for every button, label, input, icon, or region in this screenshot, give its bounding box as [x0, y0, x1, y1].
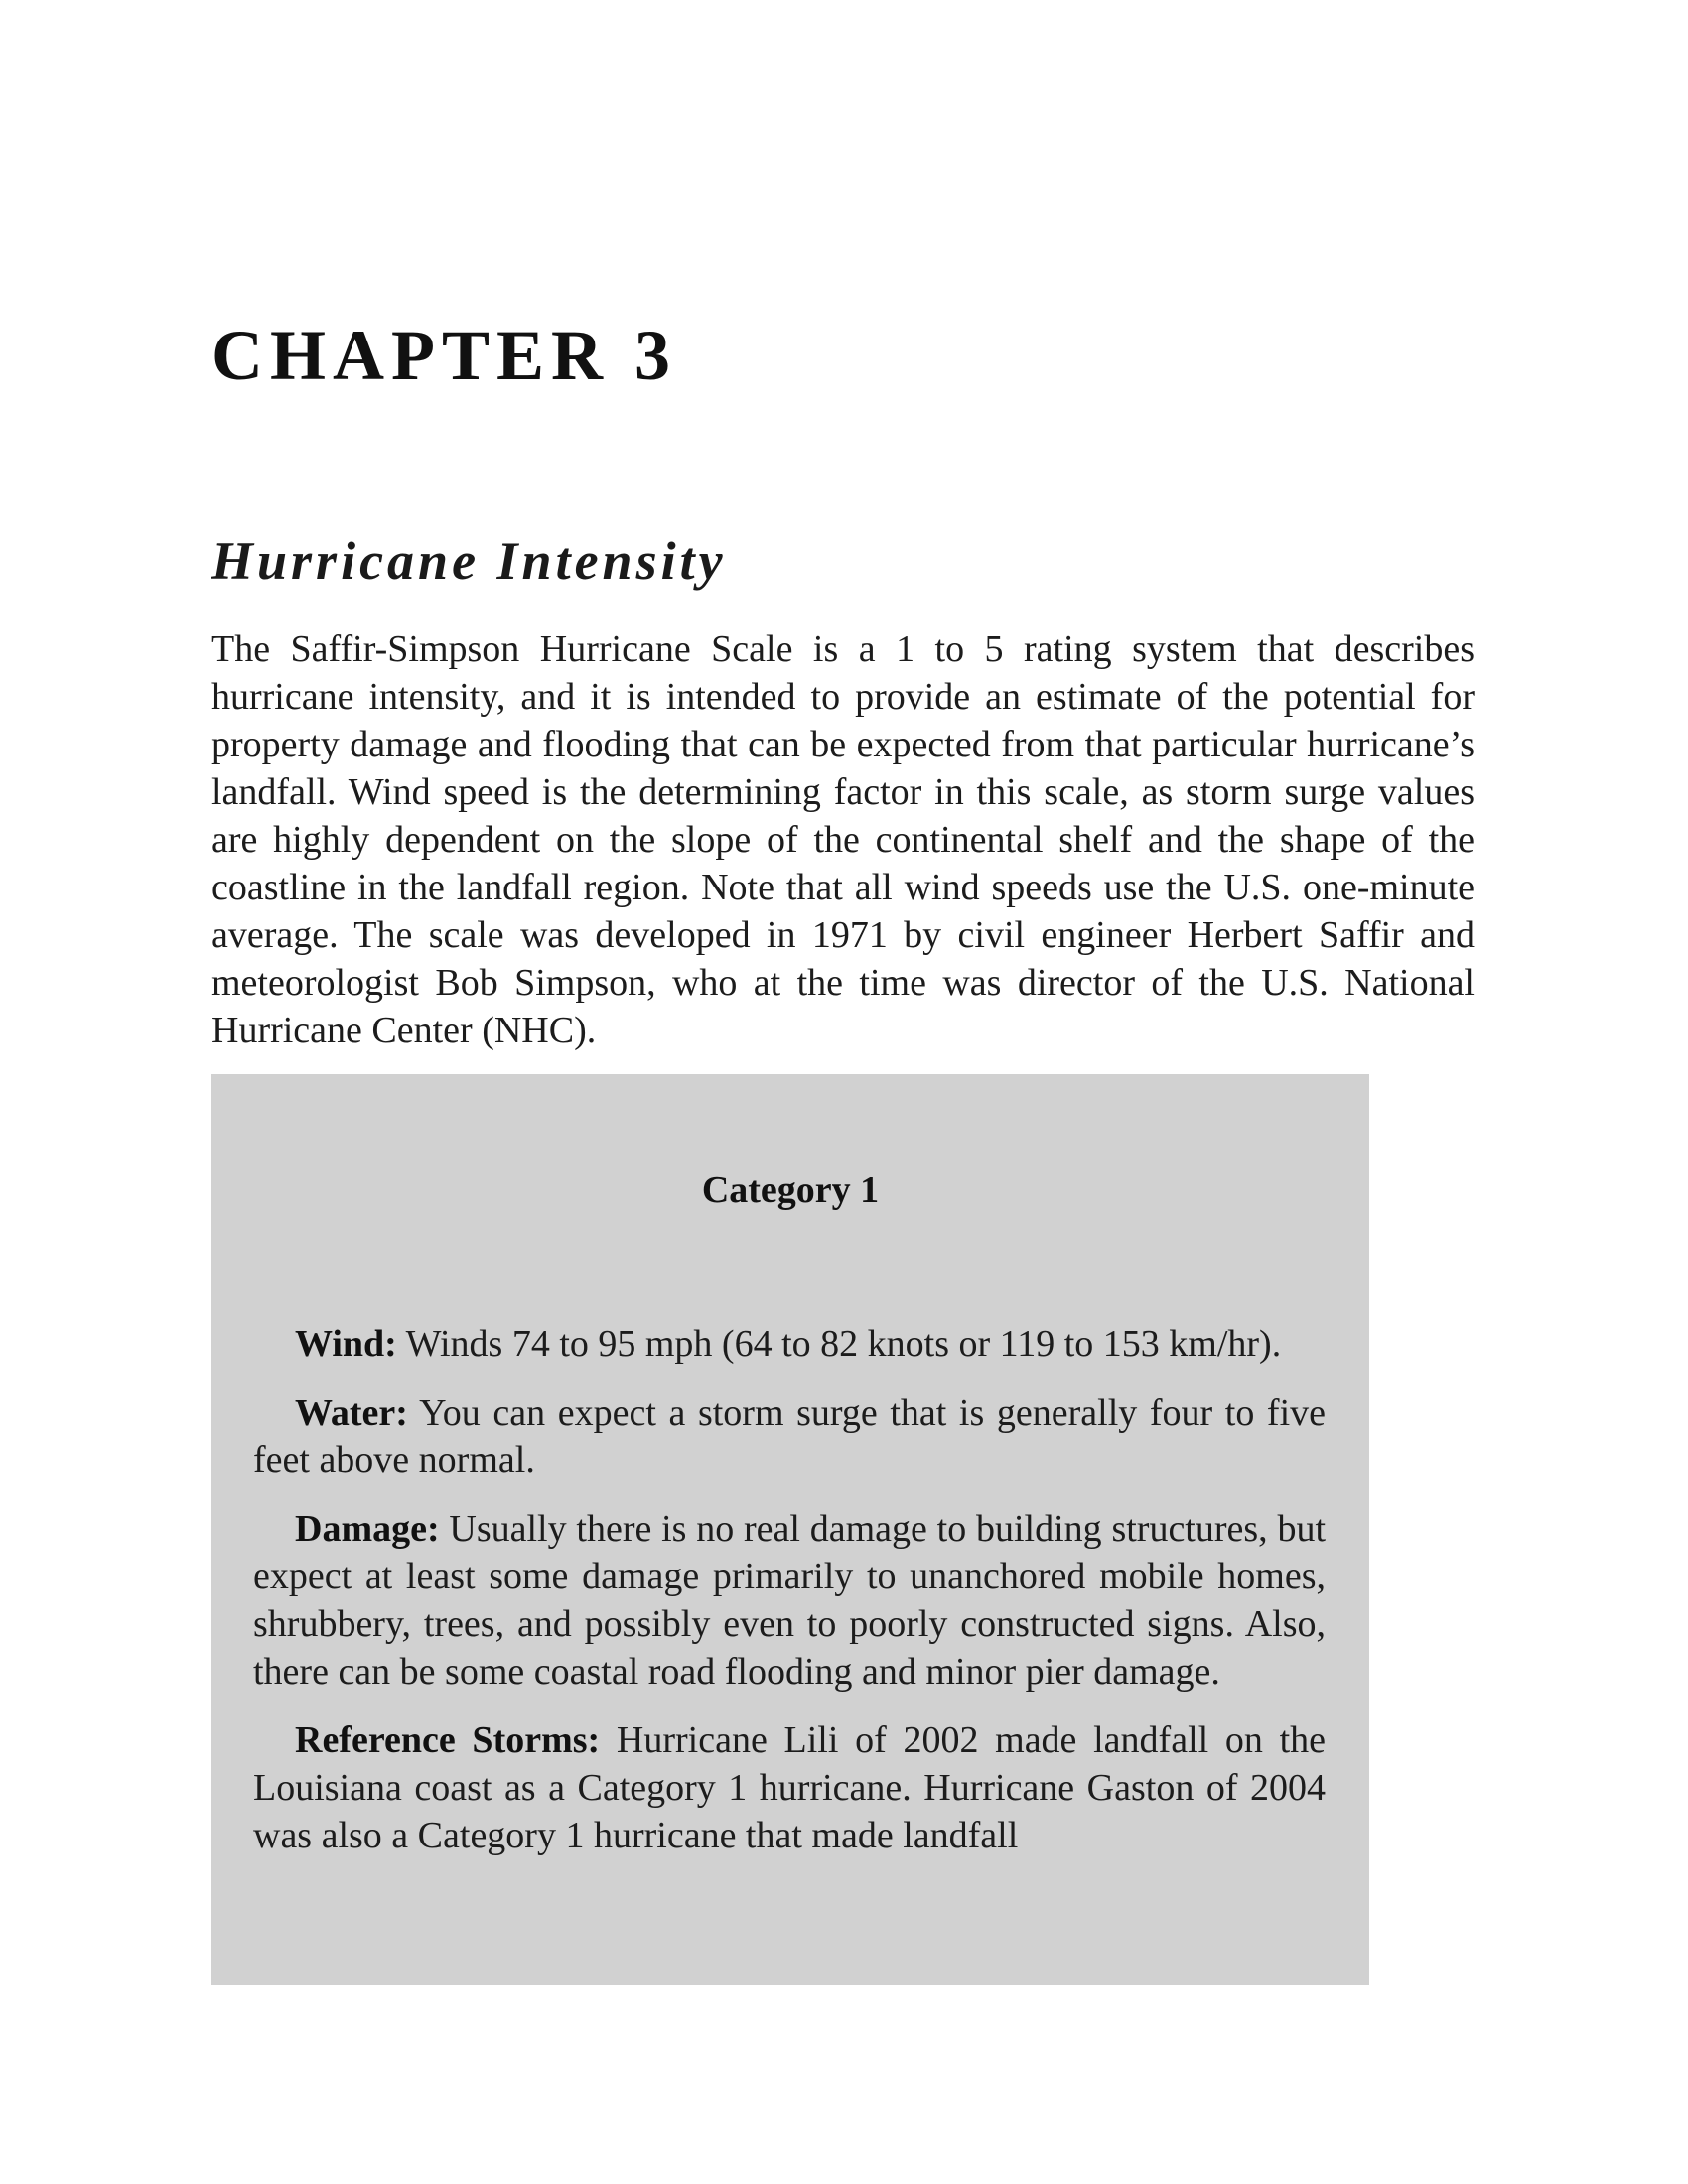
water-entry	[253, 1389, 1326, 1484]
water-text: You can expect a storm surge that is generally four to five feet above normal.	[253, 1392, 1327, 1481]
section-title: Hurricane Intensity	[211, 531, 727, 591]
damage-label: Damage:	[295, 1508, 440, 1550]
wind-text: Winds 74 to 95 mph (64 to 82 knots or 119 to 153 km/hr).	[405, 1323, 1282, 1365]
damage-entry	[253, 1505, 1326, 1696]
category-title: Category 1	[701, 1169, 880, 1211]
reference-storms-entry	[253, 1716, 1326, 1859]
reference-storms-label: Reference Storms:	[295, 1719, 601, 1761]
category-entries	[253, 1320, 1326, 1880]
damage-text: Usually there is no real damage to building structures, but expect at least some damage primarily to unanchored mobile homes, shrubbery, trees, and possibly even to poorly constructed signs. Also, there can be some coastal road flooding and minor pier damage.	[253, 1508, 1327, 1693]
wind-label: Wind:	[295, 1323, 397, 1365]
chapter-heading: CHAPTER 3	[211, 316, 678, 395]
water-label: Water:	[295, 1392, 408, 1433]
intro-paragraph: The Saffir-Simpson Hurricane Scale is a 1 to 5 rating system that describes hurricane intensity, and it is intended to provide an estimate of the potential for property damage and flooding that can be expected from that particular hurricane’s landfall. Wind speed is the determining factor in this scale, as storm surge values are highly dependent on the slope of the continental shelf and the shape of the coastline in the landfall region. Note that all wind speeds use the U.S. one-minute average. The scale was developed in 1971 by civil engineer Herbert Saffir and meteorologist Bob Simpson, who at the time was director of the U.S. National Hurricane Center (NHC).	[211, 628, 1475, 1051]
wind-entry	[253, 1320, 1326, 1368]
reference-storms-text: Hurricane Lili of 2002 made landfall on the Louisiana coast as a Category 1 hurricane. Hurricane Gaston of 2004 was also a Category 1 hurricane that made landfall	[253, 1719, 1326, 1856]
category-box	[211, 1074, 1369, 1985]
